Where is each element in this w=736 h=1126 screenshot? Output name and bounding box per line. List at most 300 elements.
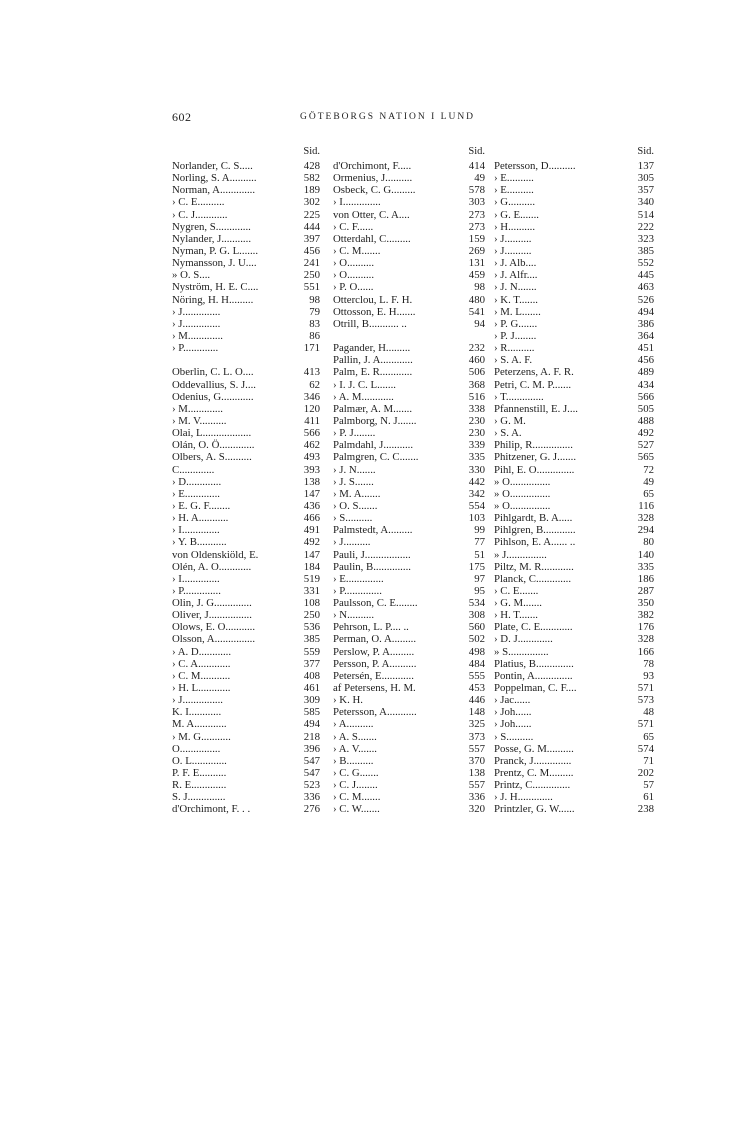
entry-name: K. I............ (172, 706, 222, 719)
entry-page: 491 (303, 524, 320, 537)
entry-page: 466 (303, 512, 320, 525)
index-entry (333, 573, 485, 585)
index-entry (172, 439, 320, 451)
index-entry (333, 621, 485, 633)
index-entry (172, 803, 320, 815)
index-entry (494, 682, 654, 694)
index-entry (172, 269, 320, 281)
entry-name: › H. L............ (172, 682, 231, 695)
index-entry (172, 573, 320, 585)
entry-name: › E.......... (494, 172, 534, 185)
index-entry (172, 549, 320, 561)
index-entry (172, 779, 320, 791)
page-number: 602 (172, 110, 192, 124)
entry-page: 385 (303, 633, 320, 646)
index-column-3 (494, 146, 654, 816)
entry-name: » O. S.... (172, 269, 211, 282)
entry-name: Pfannenstill, E. J.... (494, 402, 578, 415)
entry-page: 99 (474, 524, 485, 537)
entry-name: von Oldenskiöld, E. (172, 548, 259, 561)
entry-name: › S.......... (494, 730, 534, 743)
index-entry (172, 524, 320, 536)
index-entry (172, 585, 320, 597)
entry-page: 325 (468, 718, 485, 731)
index-column-1 (172, 146, 320, 816)
index-entry (172, 160, 320, 172)
entry-page: 79 (309, 305, 320, 318)
entry-page: 451 (637, 342, 654, 355)
index-entry (333, 694, 485, 706)
index-entry (333, 209, 485, 221)
entry-page: 516 (468, 390, 485, 403)
entry-page: 364 (637, 329, 654, 342)
entry-page: 331 (303, 584, 320, 597)
entry-page: 582 (303, 172, 320, 185)
entry-name: Nygren, S............. (172, 220, 251, 233)
index-entry (333, 609, 485, 621)
index-entry (333, 488, 485, 500)
entry-page: 65 (643, 487, 654, 500)
index-entry (494, 561, 654, 573)
entry-name: Nyström, H. E. C.... (172, 281, 259, 294)
entry-page: 557 (468, 742, 485, 755)
entry-page: 547 (303, 767, 320, 780)
index-entry (333, 172, 485, 184)
entry-name: Paulin, B.............. (333, 560, 411, 573)
entry-page: 93 (643, 669, 654, 682)
index-entry (333, 379, 485, 391)
entry-name: Petersson, D.......... (494, 160, 576, 172)
entry-name: › M. V.......... (172, 414, 227, 427)
entry-page: 98 (474, 281, 485, 294)
entry-name: › C. A............ (172, 657, 231, 670)
index-entry (494, 354, 654, 366)
index-entry (333, 427, 485, 439)
entry-name: Petri, C. M. P....... (494, 378, 572, 391)
entry-page: 323 (637, 232, 654, 245)
index-entry (333, 306, 485, 318)
entry-page: 498 (468, 645, 485, 658)
entry-page: 523 (303, 779, 320, 792)
entry-page: 202 (637, 767, 654, 780)
index-entry (494, 427, 654, 439)
entry-name: Ottosson, E. H....... (333, 305, 416, 318)
entry-name: Oliver, J................ (172, 609, 252, 622)
entry-page: 396 (303, 742, 320, 755)
entry-name: S. J.............. (172, 791, 226, 804)
index-entry (494, 621, 654, 633)
index-entry (172, 366, 320, 378)
entry-page: 505 (637, 402, 654, 415)
index-entry (172, 597, 320, 609)
entry-name: Palmgren, C. C....... (333, 451, 419, 464)
index-entry (333, 257, 485, 269)
index-entry (172, 354, 320, 366)
entry-name: » O............... (494, 475, 551, 488)
index-entry (172, 196, 320, 208)
entry-name: » J............... (494, 548, 547, 561)
index-entry (333, 743, 485, 755)
entry-name: › M............. (172, 329, 223, 342)
entry-name: Petersén, E............ (333, 669, 414, 682)
index-entry (172, 281, 320, 293)
entry-page: 408 (303, 669, 320, 682)
entry-name: Peterzens, A. F. R. (494, 366, 574, 379)
index-entry (333, 500, 485, 512)
entry-page: 559 (303, 645, 320, 658)
index-entry (333, 512, 485, 524)
index-entry (494, 500, 654, 512)
entry-name: Nylander, J........... (172, 232, 252, 245)
entry-page: 97 (474, 572, 485, 585)
index-entry (494, 609, 654, 621)
entry-page: 65 (643, 730, 654, 743)
index-entry (333, 767, 485, 779)
entry-page: 241 (303, 257, 320, 270)
entry-name: › J.......... (333, 536, 371, 549)
entry-page: 557 (468, 779, 485, 792)
entry-page: 386 (637, 317, 654, 330)
entry-name: Olows, E. O........... (172, 621, 256, 634)
entry-name: › G.......... (494, 196, 536, 209)
entry-name: › J. N....... (494, 281, 537, 294)
entry-name: Ormenius, J.......... (333, 172, 413, 185)
entry-page: 494 (303, 718, 320, 731)
entry-name: › M............. (172, 402, 223, 415)
index-entry (333, 196, 485, 208)
index-entry (333, 403, 485, 415)
entry-name: › J. S....... (333, 475, 374, 488)
index-entry (494, 464, 654, 476)
entry-name: › P............. (172, 342, 219, 355)
index-entry (494, 476, 654, 488)
index-entry (333, 585, 485, 597)
index-entry (333, 330, 485, 342)
entry-page: 393 (303, 463, 320, 476)
entry-name: Palmær, A. M....... (333, 402, 413, 415)
index-entry (494, 391, 654, 403)
index-column-2 (333, 146, 485, 816)
index-entry (333, 670, 485, 682)
entry-name: › E.............. (333, 572, 384, 585)
index-entry (172, 342, 320, 354)
entry-name: Pranck, J.............. (494, 754, 572, 767)
index-entry (494, 658, 654, 670)
index-entry (333, 269, 485, 281)
index-entry (333, 245, 485, 257)
entry-name: › C. E.......... (172, 196, 225, 209)
entry-name: Pihlgren, B............ (494, 524, 576, 537)
column-heading: Sid. (637, 146, 654, 157)
entry-name: › A. S....... (333, 730, 377, 743)
index-entry (494, 694, 654, 706)
entry-name: Nymansson, J. U.... (172, 257, 257, 270)
entry-page: 335 (637, 560, 654, 573)
index-entry (333, 803, 485, 815)
index-entry (172, 451, 320, 463)
index-entry (333, 281, 485, 293)
entry-page: 159 (468, 232, 485, 245)
entry-page: 373 (468, 730, 485, 743)
index-entry (494, 196, 654, 208)
entry-name: › P. G....... (494, 317, 538, 330)
index-entry (333, 731, 485, 743)
entry-name: › E.......... (494, 184, 534, 197)
entry-page: 413 (303, 366, 320, 379)
entry-name: › P. J........ (494, 329, 537, 342)
entry-page: 566 (637, 390, 654, 403)
entry-name: › C. W....... (333, 803, 380, 816)
entry-name: Platius, B.............. (494, 657, 574, 670)
index-entry (494, 791, 654, 803)
entry-page: 411 (304, 414, 320, 427)
entry-page: 147 (303, 548, 320, 561)
entry-name: Olbers, A. S.......... (172, 451, 252, 464)
index-entry (172, 318, 320, 330)
index-entry (333, 658, 485, 670)
running-head: GÖTEBORGS NATION I LUND (300, 112, 476, 122)
index-entry (333, 476, 485, 488)
index-entry (333, 221, 485, 233)
entry-name: › D. J............. (494, 633, 553, 646)
entry-page: 186 (637, 572, 654, 585)
index-entry (494, 755, 654, 767)
entry-page: 138 (468, 767, 485, 780)
entry-name: › E. G. F........ (172, 499, 231, 512)
entry-page: 492 (303, 536, 320, 549)
entry-name: › J. H............. (494, 791, 553, 804)
index-entry (333, 464, 485, 476)
entry-name: › K. T....... (494, 293, 538, 306)
index-entry (172, 415, 320, 427)
index-entry (172, 221, 320, 233)
entry-page: 357 (637, 184, 654, 197)
entry-name: › C. J........ (333, 779, 378, 792)
entry-name: › S. A. F. (494, 354, 533, 367)
entry-name: › G. E....... (494, 208, 539, 221)
index-entry (333, 633, 485, 645)
index-entry (333, 233, 485, 245)
index-entry (172, 536, 320, 548)
index-entry (172, 609, 320, 621)
index-entry (333, 779, 485, 791)
entry-name: Piltz, M. R............ (494, 560, 574, 573)
entry-page: 71 (643, 754, 654, 767)
entry-page: 218 (303, 730, 320, 743)
entry-page: 250 (303, 609, 320, 622)
index-entry (172, 646, 320, 658)
entry-page: 269 (468, 244, 485, 257)
entry-page: 305 (637, 172, 654, 185)
entry-page: 80 (643, 536, 654, 549)
entry-page: 147 (303, 487, 320, 500)
entry-page: 230 (468, 427, 485, 440)
entry-page: 250 (303, 269, 320, 282)
entry-name: Osbeck, C. G......... (333, 184, 416, 197)
index-entry (172, 488, 320, 500)
entry-name: › Y. B........... (172, 536, 227, 549)
entry-name: › S.......... (333, 512, 373, 525)
entry-name: Otrill, B........... .. (333, 317, 407, 330)
entry-name: › J. Alfr.... (494, 269, 538, 282)
index-entry (172, 682, 320, 694)
entry-name: M. A............ (172, 718, 227, 731)
entry-name: af Petersens, H. M. (333, 682, 416, 695)
entry-page: 526 (637, 293, 654, 306)
entry-name: › P.............. (172, 584, 221, 597)
index-entry (172, 706, 320, 718)
entry-page: 48 (643, 706, 654, 719)
entry-page: 238 (637, 803, 654, 816)
index-entry (172, 379, 320, 391)
index-entry (172, 476, 320, 488)
entry-page: 120 (303, 402, 320, 415)
index-entry (333, 415, 485, 427)
entry-name: Pallin, J. A............ (333, 354, 413, 367)
entry-page: 585 (303, 706, 320, 719)
index-entry (494, 306, 654, 318)
entry-name: d'Orchimont, F. . . (172, 803, 251, 816)
index-entry (494, 718, 654, 730)
entry-name: Pauli, J................. (333, 548, 411, 561)
entry-name: › A. M............ (333, 390, 394, 403)
entry-page: 484 (468, 657, 485, 670)
entry-page: 276 (303, 803, 320, 816)
entry-name: › I.............. (172, 572, 220, 585)
entry-name: Palmstedt, A......... (333, 524, 413, 537)
index-entry (494, 803, 654, 815)
index-entry (494, 549, 654, 561)
entry-page: 574 (637, 742, 654, 755)
entry-name: Pihlgardt, B. A..... (494, 512, 573, 525)
entry-page: 175 (468, 560, 485, 573)
entry-name: › P.............. (333, 584, 382, 597)
entry-page: 428 (303, 160, 320, 172)
index-entry (172, 172, 320, 184)
entry-page: 103 (468, 512, 485, 525)
entry-name: » O............... (494, 487, 551, 500)
index-entry (333, 294, 485, 306)
entry-page: 83 (309, 317, 320, 330)
entry-name: › D............. (172, 475, 222, 488)
entry-name: Pihl, E. O.............. (494, 463, 575, 476)
entry-page: 494 (637, 305, 654, 318)
entry-page: 541 (468, 305, 485, 318)
entry-name: › Joh...... (494, 706, 532, 719)
entry-page: 453 (468, 682, 485, 695)
index-entry (172, 621, 320, 633)
entry-page: 434 (637, 378, 654, 391)
entry-page: 566 (303, 427, 320, 440)
entry-name: Otterdahl, C......... (333, 232, 411, 245)
index-entry (333, 549, 485, 561)
entry-name: Persson, P. A.......... (333, 657, 417, 670)
entry-page: 138 (303, 475, 320, 488)
entry-name: › C. E....... (494, 584, 539, 597)
entry-page: 94 (474, 317, 485, 330)
index-entry (333, 646, 485, 658)
entry-name: › J. N....... (333, 463, 376, 476)
index-entry (172, 233, 320, 245)
entry-page: 560 (468, 621, 485, 634)
index-entry (172, 464, 320, 476)
index-entry (172, 184, 320, 196)
entry-page: 536 (303, 621, 320, 634)
index-entry (494, 451, 654, 463)
entry-page: 222 (637, 220, 654, 233)
index-entry (172, 512, 320, 524)
entry-page: 554 (468, 499, 485, 512)
entry-page: 309 (303, 694, 320, 707)
entry-page: 489 (637, 366, 654, 379)
index-entry (494, 330, 654, 342)
index-entry (494, 281, 654, 293)
entry-page: 555 (468, 669, 485, 682)
entry-name: › J.......... (494, 244, 532, 257)
index-entry (494, 488, 654, 500)
index-entry (172, 330, 320, 342)
entry-name: › T.............. (494, 390, 544, 403)
entry-name: Printz, C.............. (494, 779, 571, 792)
index-entry (494, 172, 654, 184)
entry-page: 436 (303, 499, 320, 512)
entry-page: 116 (638, 499, 654, 512)
entry-page: 62 (309, 378, 320, 391)
entry-name: › O.......... (333, 269, 375, 282)
entry-name: › O. S....... (333, 499, 378, 512)
entry-name: › I. J. C. L....... (333, 378, 396, 391)
entry-page: 502 (468, 633, 485, 646)
entry-name: Olin, J. G.............. (172, 597, 252, 610)
entry-page: 140 (637, 548, 654, 561)
entry-page: 514 (637, 208, 654, 221)
entry-name: Pihlson, E. A...... .. (494, 536, 576, 549)
entry-page: 273 (468, 220, 485, 233)
entry-name: › Joh...... (494, 718, 532, 731)
entry-name: Plate, C. E............ (494, 621, 573, 634)
entry-page: 551 (303, 281, 320, 294)
entry-page: 189 (303, 184, 320, 197)
entry-name: › M. L....... (494, 305, 541, 318)
entry-name: › Jac...... (494, 694, 531, 707)
entry-page: 328 (637, 633, 654, 646)
index-entry (172, 391, 320, 403)
entry-page: 346 (303, 390, 320, 403)
index-entry (333, 342, 485, 354)
entry-page: 492 (637, 427, 654, 440)
index-entry (494, 379, 654, 391)
entry-name: Olai, L.................. (172, 427, 252, 440)
entry-name: » O............... (494, 499, 551, 512)
entry-page: 340 (637, 196, 654, 209)
entry-name: Olán, O. Ö............. (172, 439, 255, 452)
entry-page: 552 (637, 257, 654, 270)
index-entry (494, 160, 654, 172)
index-entry (333, 706, 485, 718)
index-entry (172, 694, 320, 706)
entry-name: › A. V....... (333, 742, 377, 755)
entry-page: 320 (468, 803, 485, 816)
entry-name: › P. O...... (333, 281, 374, 294)
entry-page: 230 (468, 414, 485, 427)
entry-page: 330 (468, 463, 485, 476)
index-entry (172, 743, 320, 755)
entry-page: 336 (468, 791, 485, 804)
entry-page: 184 (303, 560, 320, 573)
entry-name: Norman, A............. (172, 184, 256, 197)
index-entry (333, 561, 485, 573)
entry-name: Palm, E. R............ (333, 366, 413, 379)
